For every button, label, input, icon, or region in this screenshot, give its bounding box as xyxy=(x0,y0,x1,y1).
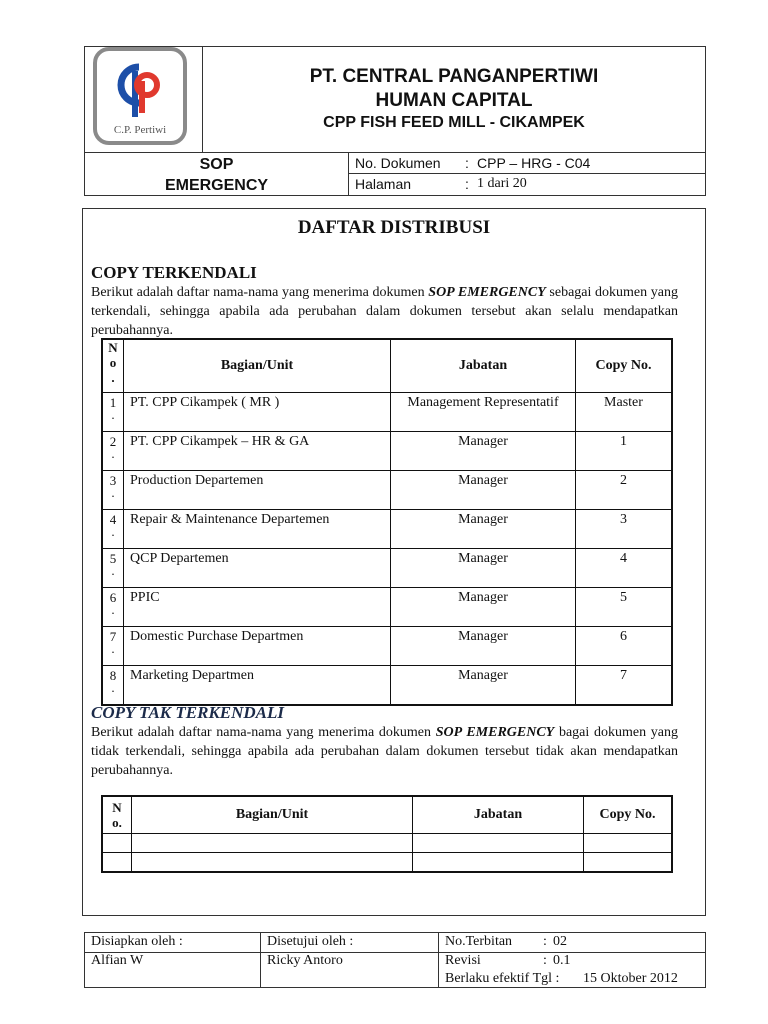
row-unit: PT. CPP Cikampek – HR & GA xyxy=(124,432,391,471)
document-number-value: CPP – HRG - C04 xyxy=(477,155,591,171)
colon: : xyxy=(543,934,547,949)
para-emphasis: SOP EMERGENCY xyxy=(435,725,555,740)
para-text: Berikut adalah daftar nama-nama yang menerima dokumen xyxy=(91,285,429,300)
table-row xyxy=(102,834,672,853)
table-row xyxy=(102,510,672,549)
row-copy: 4 xyxy=(576,549,673,588)
controlled-distribution-table xyxy=(101,338,673,706)
mill-name: CPP FISH FEED MILL - CIKAMPEK xyxy=(323,114,585,131)
row-number: 6 . xyxy=(102,588,124,627)
document-number-label: No. Dokumen xyxy=(355,155,441,171)
header-job: Jabatan xyxy=(413,796,584,834)
table-row xyxy=(102,853,672,873)
row-number: 3 . xyxy=(102,471,124,510)
para-text: bagai dokumen yang tidak terkendali, sehingga apabila ada perubahan dalam dokumen tersebut tidak akan mendapatkan perubahannya. xyxy=(91,725,678,778)
effective-date-label: Berlaku efektif Tgl : xyxy=(445,971,560,986)
row-job: Manager xyxy=(391,588,576,627)
row-unit: Marketing Departmen xyxy=(124,666,391,706)
revision-label: Revisi xyxy=(445,953,481,968)
row-unit: QCP Departemen xyxy=(124,549,391,588)
row-copy: 5 xyxy=(576,588,673,627)
table-row xyxy=(102,432,672,471)
header-title-cell xyxy=(203,47,705,152)
table-row xyxy=(102,393,672,432)
table-row xyxy=(102,627,672,666)
header-copy: Copy No. xyxy=(576,339,673,393)
table-body xyxy=(102,393,672,706)
page-label: Halaman xyxy=(355,176,412,192)
row-number: 7 . xyxy=(102,627,124,666)
row-number: 4 . xyxy=(102,510,124,549)
cpp-logo-icon xyxy=(97,55,183,125)
uncontrolled-copy-paragraph xyxy=(91,723,678,780)
controlled-copy-paragraph xyxy=(91,283,678,340)
table-row xyxy=(102,588,672,627)
row-number: 8 . xyxy=(102,666,124,706)
header-no: N o . xyxy=(102,339,124,393)
row-unit: Repair & Maintenance Departemen xyxy=(124,510,391,549)
row-job: Manager xyxy=(391,627,576,666)
para-emphasis: SOP EMERGENCY xyxy=(428,285,546,300)
table-header-row xyxy=(102,339,672,393)
row-unit: Production Departemen xyxy=(124,471,391,510)
issue-number-label: No.Terbitan xyxy=(445,934,513,949)
document-info-cell xyxy=(349,153,705,196)
row-unit: Domestic Purchase Departmen xyxy=(124,627,391,666)
row-copy: 6 xyxy=(576,627,673,666)
sop-title-line1: SOP xyxy=(199,156,234,173)
table-header-row xyxy=(102,796,672,834)
table-row xyxy=(102,471,672,510)
row-job: Manager xyxy=(391,666,576,706)
table-row xyxy=(102,549,672,588)
row-copy: 2 xyxy=(576,471,673,510)
issue-number-value: 02 xyxy=(553,934,567,949)
uncontrolled-copy-title: COPY TAK TERKENDALI xyxy=(91,703,285,722)
controlled-copy-title: COPY TERKENDALI xyxy=(91,263,257,282)
uncontrolled-distribution-table xyxy=(101,795,673,873)
header-copy: Copy No. xyxy=(584,796,673,834)
header-no: N o. xyxy=(102,796,132,834)
row-job: Manager xyxy=(391,471,576,510)
row-job: Manager xyxy=(391,510,576,549)
page-row xyxy=(349,174,705,194)
row-copy: 7 xyxy=(576,666,673,706)
distribution-section xyxy=(82,208,706,916)
colon: : xyxy=(543,953,547,968)
company-logo xyxy=(93,47,187,145)
prepared-by-name: Alfian W xyxy=(91,953,144,968)
document-header xyxy=(84,46,706,196)
row-number: 1 . xyxy=(102,393,124,432)
row-number: 5 . xyxy=(102,549,124,588)
document-number-row xyxy=(349,153,705,174)
row-copy: Master xyxy=(576,393,673,432)
row-unit: PPIC xyxy=(124,588,391,627)
revision-value: 0.1 xyxy=(553,953,571,968)
logo-cell xyxy=(85,47,203,152)
table-row xyxy=(102,666,672,706)
header-unit: Bagian/Unit xyxy=(132,796,413,834)
prepared-by-label: Disiapkan oleh : xyxy=(91,934,183,949)
distribution-title: DAFTAR DISTRIBUSI xyxy=(297,217,491,238)
para-text: Berikut adalah daftar nama-nama yang menerima dokumen xyxy=(91,725,436,740)
header-unit: Bagian/Unit xyxy=(124,339,391,393)
row-job: Manager xyxy=(391,432,576,471)
row-copy: 3 xyxy=(576,510,673,549)
company-name: PT. CENTRAL PANGANPERTIWI xyxy=(309,66,599,87)
colon: : xyxy=(465,155,469,171)
prepared-by-cell xyxy=(85,933,261,987)
sop-title-line2: EMERGENCY xyxy=(164,177,269,194)
approved-by-cell xyxy=(261,933,439,987)
row-copy: 1 xyxy=(576,432,673,471)
effective-date-value: 15 Oktober 2012 xyxy=(583,971,678,986)
colon: : xyxy=(465,176,469,192)
row-unit: PT. CPP Cikampek ( MR ) xyxy=(124,393,391,432)
row-job: Management Representatif xyxy=(391,393,576,432)
approved-by-name: Ricky Antoro xyxy=(267,953,343,968)
document-footer xyxy=(84,932,706,988)
row-job: Manager xyxy=(391,549,576,588)
logo-text: C.P. Pertiwi xyxy=(113,124,167,136)
department-name: HUMAN CAPITAL xyxy=(375,90,533,111)
approved-by-label: Disetujui oleh : xyxy=(267,934,354,949)
sop-title-cell xyxy=(85,153,349,196)
header-job: Jabatan xyxy=(391,339,576,393)
row-number: 2 . xyxy=(102,432,124,471)
para-text: sebagai dokumen yang terkendali, sehingga apabila ada perubahan dalam dokumen tersebut akan selalu mendapatkan perubahannya. xyxy=(91,285,678,338)
page-value: 1 dari 20 xyxy=(477,176,527,191)
issue-info-cell xyxy=(439,933,705,987)
